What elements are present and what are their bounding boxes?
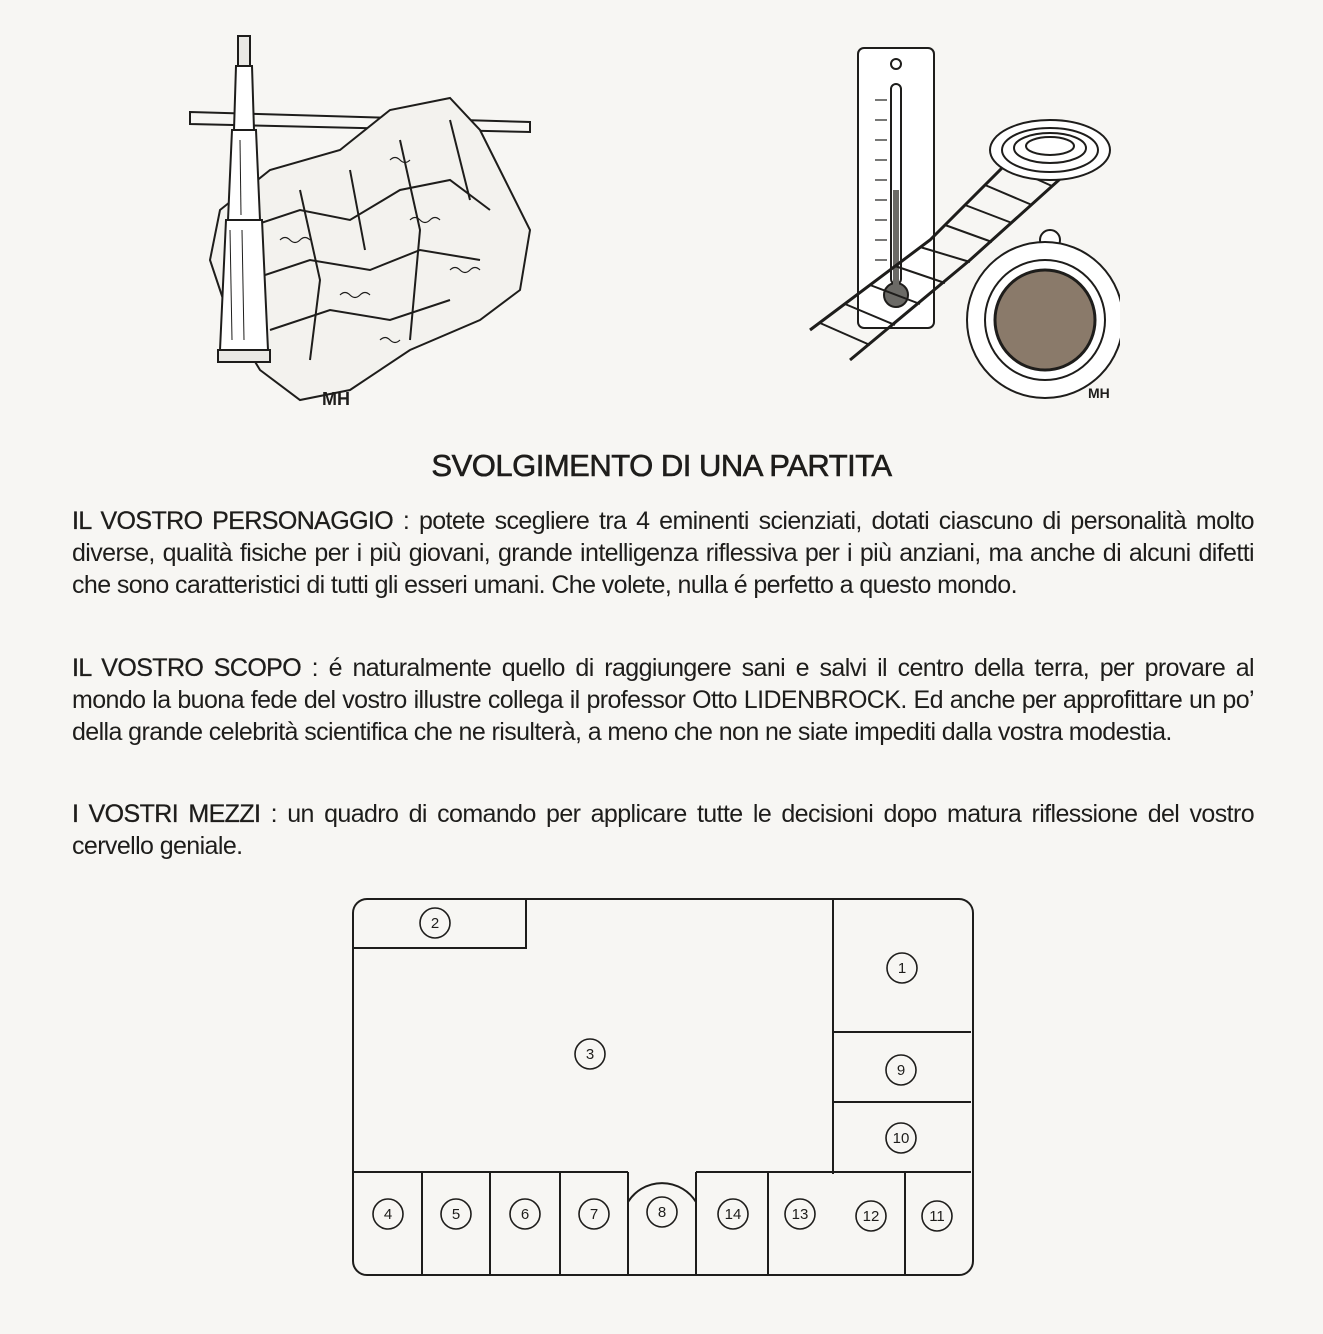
paragraph-mezzi	[72, 798, 1254, 862]
telescope-map-icon	[150, 20, 540, 420]
signature-left: MH	[322, 389, 350, 409]
paragraph-body: : potete scegliere tra 4 eminenti scienziati, dotati ciascuno di personalità molto diverse, qualità fisiche per i più giovani, grande intelligenza riflessiva per i più anziani, ma anche di alcuni difetti che sono caratteristici di tutti gli esseri umani. Che volete, nulla é perfetto a questo mondo.	[72, 507, 1254, 599]
thermometer-ladder-watch-icon	[790, 40, 1120, 410]
zone-marker-6	[510, 1199, 540, 1229]
section-heading: SVOLGIMENTO DI UNA PARTITA	[431, 448, 892, 483]
paragraph-scopo	[72, 652, 1254, 748]
zone-marker-5	[441, 1199, 471, 1229]
zone-marker-4	[373, 1199, 403, 1229]
zone-marker-8	[647, 1197, 677, 1227]
zone-marker-14	[718, 1199, 748, 1229]
zone-label: 13	[791, 1206, 809, 1223]
zone-label: 7	[589, 1206, 599, 1223]
zone-marker-1	[887, 953, 917, 983]
zone-marker-11	[922, 1201, 952, 1231]
zone-label: 14	[724, 1206, 742, 1223]
signature-right: MH	[1088, 385, 1110, 401]
zone-marker-12	[856, 1201, 886, 1231]
paragraph-lead: I VOSTRI MEZZI	[72, 800, 261, 828]
zone-marker-10	[886, 1123, 916, 1153]
zone-label: 11	[929, 1208, 945, 1225]
zone-label: 4	[383, 1206, 393, 1223]
zone-marker-9	[886, 1055, 916, 1085]
control-panel-diagram	[350, 896, 976, 1280]
zone-label: 6	[520, 1206, 530, 1223]
paragraph-personaggio	[72, 505, 1254, 601]
paragraph-body: : é naturalmente quello di raggiungere sani e salvi il centro della terra, per provare al mondo la buona fede del vostro illustre collega il professor Otto LIDENBROCK. Ed anche per approfittare un po’ della grande celebrità scientifica che ne risulterà, a meno che non ne siate impediti dalla vostra modestia.	[72, 654, 1254, 746]
zone-label: 9	[896, 1062, 906, 1079]
zone-label: 2	[430, 915, 440, 932]
zone-marker-2	[420, 908, 450, 938]
zone-label: 1	[897, 960, 907, 977]
zone-marker-7	[579, 1199, 609, 1229]
zone-label: 5	[451, 1206, 461, 1223]
paragraph-body: : un quadro di comando per applicare tutte le decisioni dopo matura riflessione del vostro cervello geniale.	[72, 800, 1254, 860]
zone-marker-3	[575, 1039, 605, 1069]
paragraph-lead: IL VOSTRO SCOPO	[72, 654, 302, 682]
zone-label: 3	[585, 1046, 595, 1063]
zone-label: 12	[862, 1208, 880, 1225]
paragraph-lead: IL VOSTRO PERSONAGGIO	[72, 507, 394, 535]
zone-marker-13	[785, 1199, 815, 1229]
zone-label: 8	[657, 1204, 667, 1221]
zone-label: 10	[892, 1130, 910, 1147]
